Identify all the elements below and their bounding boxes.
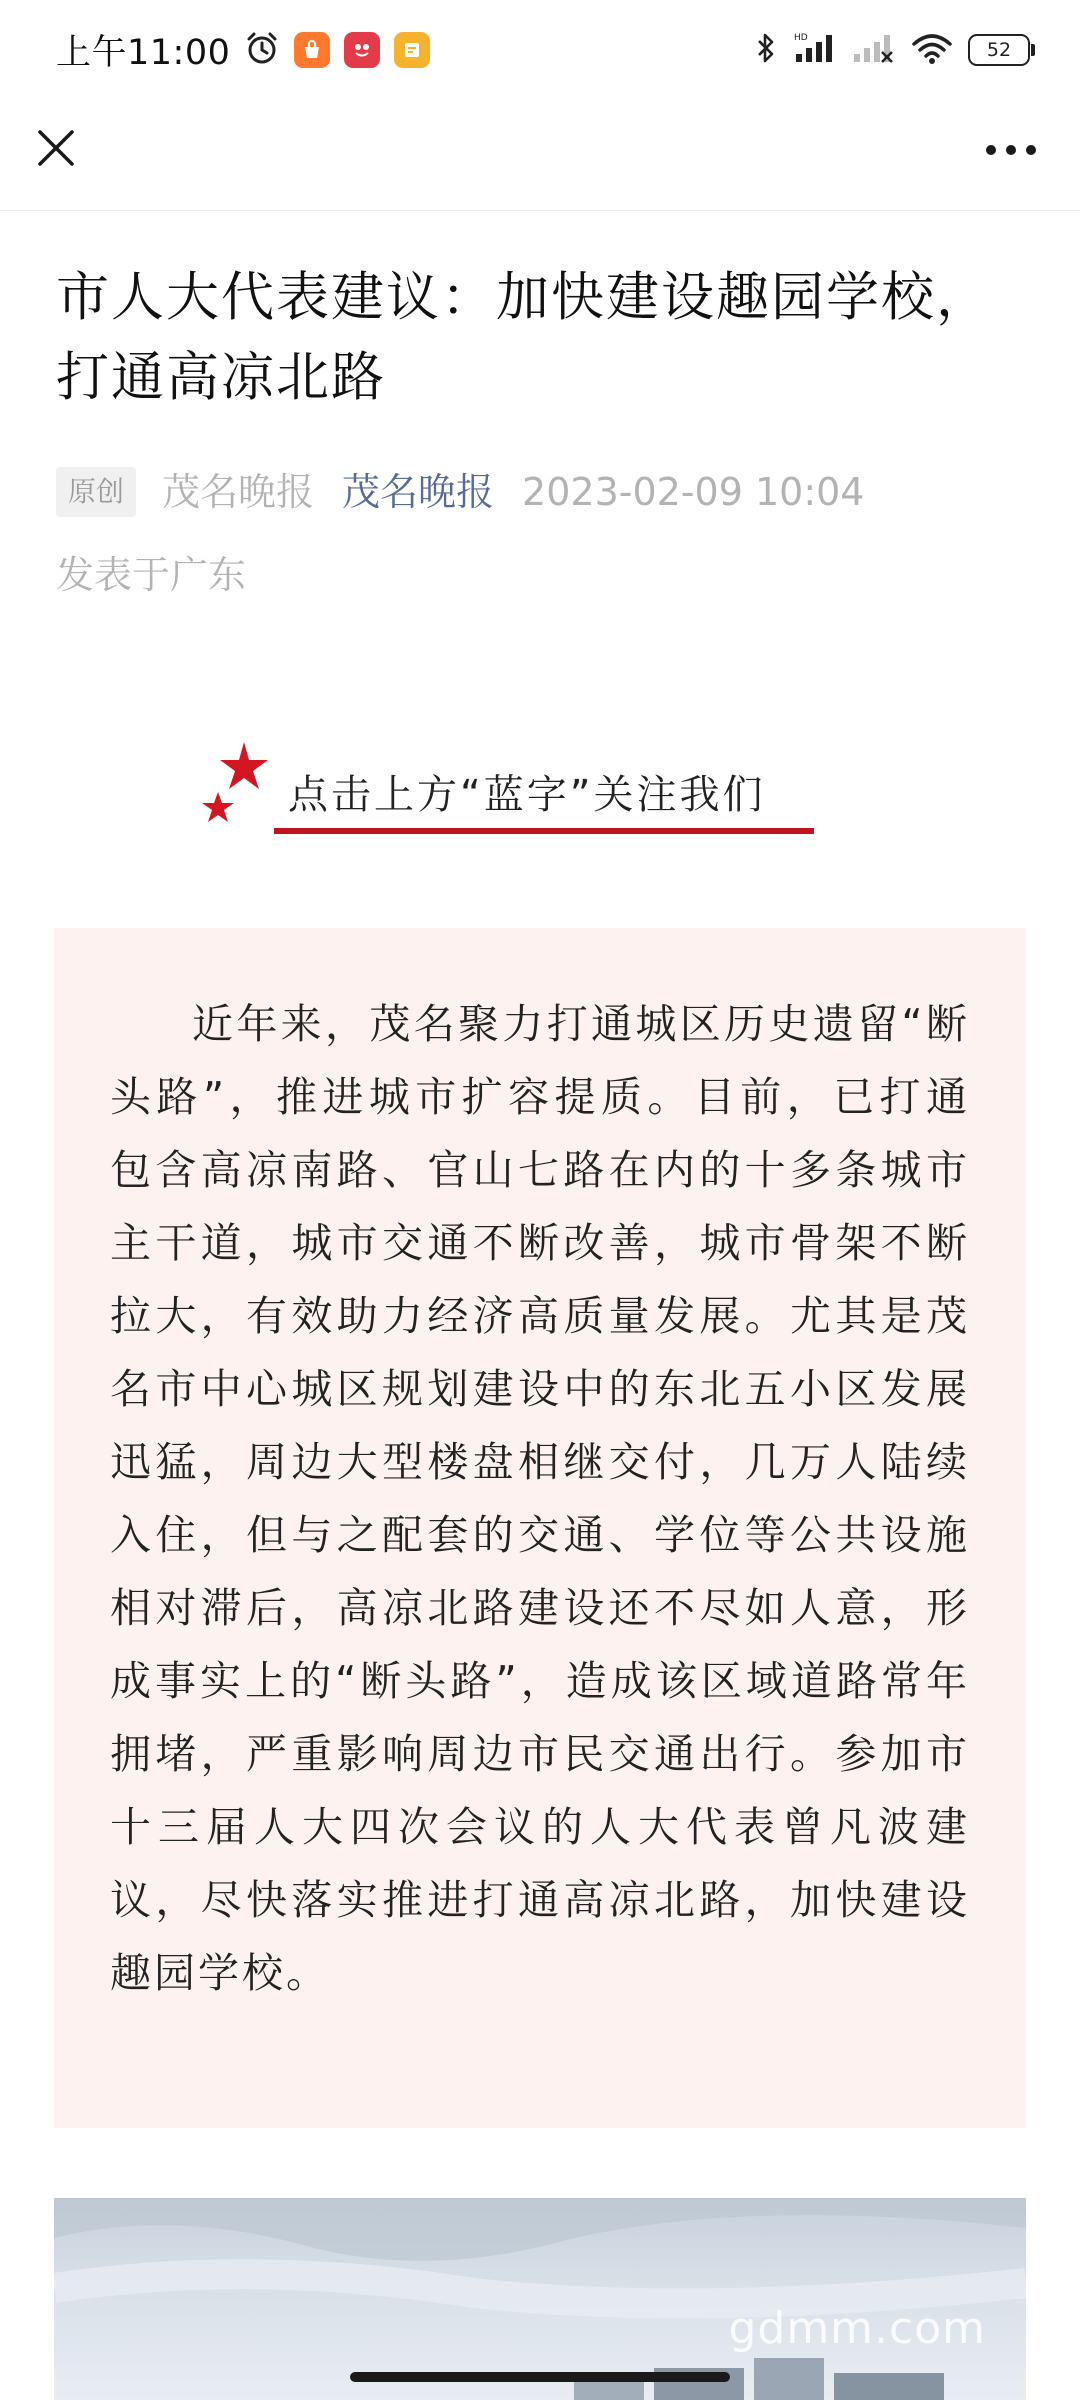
top-nav-bar [0,100,1080,211]
article-title: 市人大代表建议：加快建设趣园学校，打通高凉北路 [56,267,991,408]
follow-banner [200,740,830,850]
status-left [56,25,430,75]
article-content-box [54,928,1026,2128]
original-tag: 原创 [56,467,136,517]
status-time: 上午11:00 [56,33,231,73]
publish-date: 2023-02-09 10:04 [522,470,865,514]
bluetooth-icon [754,30,778,70]
alarm-icon [244,30,280,70]
status-right [754,30,1030,70]
red-app-icon [344,32,380,68]
home-indicator[interactable] [350,2372,730,2382]
battery-icon: 52 [968,34,1030,66]
close-icon [36,128,76,168]
sky-buildings-illustration [54,2198,1026,2400]
article-paragraph: 近年来，茂名聚力打通城区历史遗留“断头路”，推进城市扩容提质。目前，已打通包含高凉南路、官山七路在内的十多条城市主干道，城市交通不断改善，城市骨架不断拉大，有效助力经济高质量发展。尤其是茂名市中心城区规划建设中的东北五小区发展迅猛，周边大型楼盘相继交付，几万人陆续入住，但与之配套的交通、学位等公共设施相对滞后，高凉北路建设还不尽如人意，形成事实上的“断头路”，造成该区域道路常年拥堵，严重影响周边市民交通出行。参加市十三届人大四次会议的人大代表曾凡波建议，尽快落实推进打通高凉北路，加快建设趣园学校。 [110,1000,970,1997]
svg-text:HD: HD [794,33,808,43]
follow-prompt: 点击上方“蓝字”关注我们 [288,772,766,818]
follow-underline [274,828,814,834]
signal-hd-icon [792,30,838,70]
more-options-button[interactable] [976,125,1046,175]
note-app-icon [394,32,430,68]
account-name-link[interactable]: 茂名晚报 [342,470,495,514]
article-image[interactable] [54,2198,1026,2400]
red-stars-icon [200,740,280,840]
watermark: gdmm.com [728,2303,986,2354]
publish-location: 发表于广东 [56,553,247,597]
article-meta [56,462,1036,522]
status-bar [0,0,1080,100]
close-button[interactable] [28,120,84,176]
article-author: 茂名晚报 [162,470,315,514]
more-dots-icon [985,144,1037,156]
shopping-app-icon [294,32,330,68]
signal-weak-icon [852,30,896,70]
wifi-icon [910,30,954,70]
